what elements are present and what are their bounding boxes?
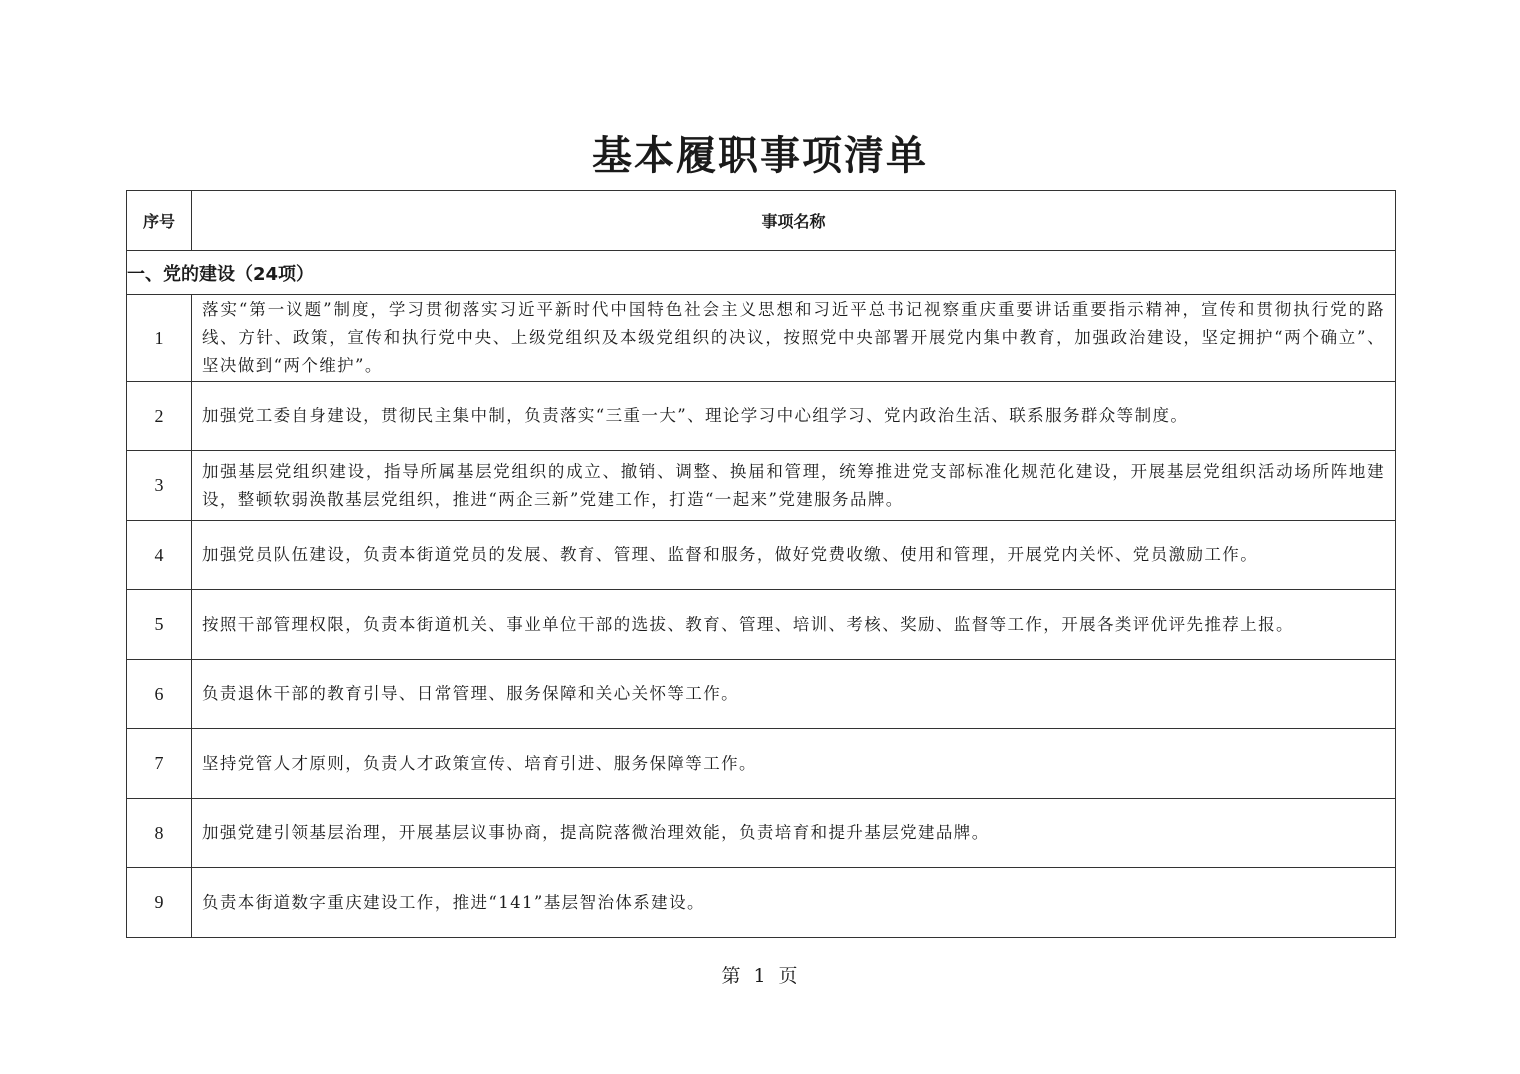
section-heading-row [127,251,1396,295]
row-seq: 6 [127,660,192,729]
row-seq: 5 [127,590,192,660]
row-item-text: 落实“第一议题”制度，学习贯彻落实习近平新时代中国特色社会主义思想和习近平总书记视察重庆重要讲话重要指示精神，宣传和贯彻执行党的路线、方针、政策，宣传和执行党中央、上级党组织及本级党组织的决议，按照党中央部署开展党内集中教育，加强政治建设，坚定拥护“两个确立”、坚决做到“两个维护”。 [192,295,1396,382]
row-item-text: 加强党建引领基层治理，开展基层议事协商，提高院落微治理效能，负责培育和提升基层党建品牌。 [192,799,1396,868]
row-seq: 1 [127,295,192,382]
row-item-text: 按照干部管理权限，负责本街道机关、事业单位干部的选拔、教育、管理、培训、考核、奖励、监督等工作，开展各类评优评先推荐上报。 [192,590,1396,660]
page-title: 基本履职事项清单 [592,132,928,179]
table-header-row [127,191,1396,251]
footer-suffix: 页 [778,965,799,987]
section-heading: 一、党的建设（24项） [127,251,1396,295]
table-row [127,590,1396,660]
row-item-text: 加强党工委自身建设，贯彻民主集中制，负责落实“三重一大”、理论学习中心组学习、党内政治生活、联系服务群众等制度。 [192,382,1396,451]
row-item-text: 负责本街道数字重庆建设工作，推进“141”基层智治体系建设。 [192,868,1396,938]
footer-prefix: 第 [721,965,742,987]
row-seq: 3 [127,451,192,521]
table-row [127,729,1396,799]
row-seq: 9 [127,868,192,938]
row-item-text: 加强基层党组织建设，指导所属基层党组织的成立、撤销、调整、换届和管理，统筹推进党支部标准化规范化建设，开展基层党组织活动场所阵地建设，整顿软弱涣散基层党组织，推进“两企三新”党建工作，打造“一起来”党建服务品牌。 [192,451,1396,521]
row-seq: 7 [127,729,192,799]
table-row [127,295,1396,382]
row-seq: 8 [127,799,192,868]
table-row [127,660,1396,729]
row-seq: 2 [127,382,192,451]
header-seq: 序号 [127,191,192,251]
row-seq: 4 [127,521,192,590]
page-number: 1 [753,965,767,987]
table-row [127,451,1396,521]
row-item-text: 坚持党管人才原则，负责人才政策宣传、培育引进、服务保障等工作。 [192,729,1396,799]
table-row [127,868,1396,938]
row-item-text: 负责退休干部的教育引导、日常管理、服务保障和关心关怀等工作。 [192,660,1396,729]
duty-list-table [126,190,1396,938]
header-item-name: 事项名称 [192,191,1396,251]
table-row [127,799,1396,868]
page-footer [0,962,1520,990]
table-row [127,382,1396,451]
table-row [127,521,1396,590]
row-item-text: 加强党员队伍建设，负责本街道党员的发展、教育、管理、监督和服务，做好党费收缴、使用和管理，开展党内关怀、党员激励工作。 [192,521,1396,590]
